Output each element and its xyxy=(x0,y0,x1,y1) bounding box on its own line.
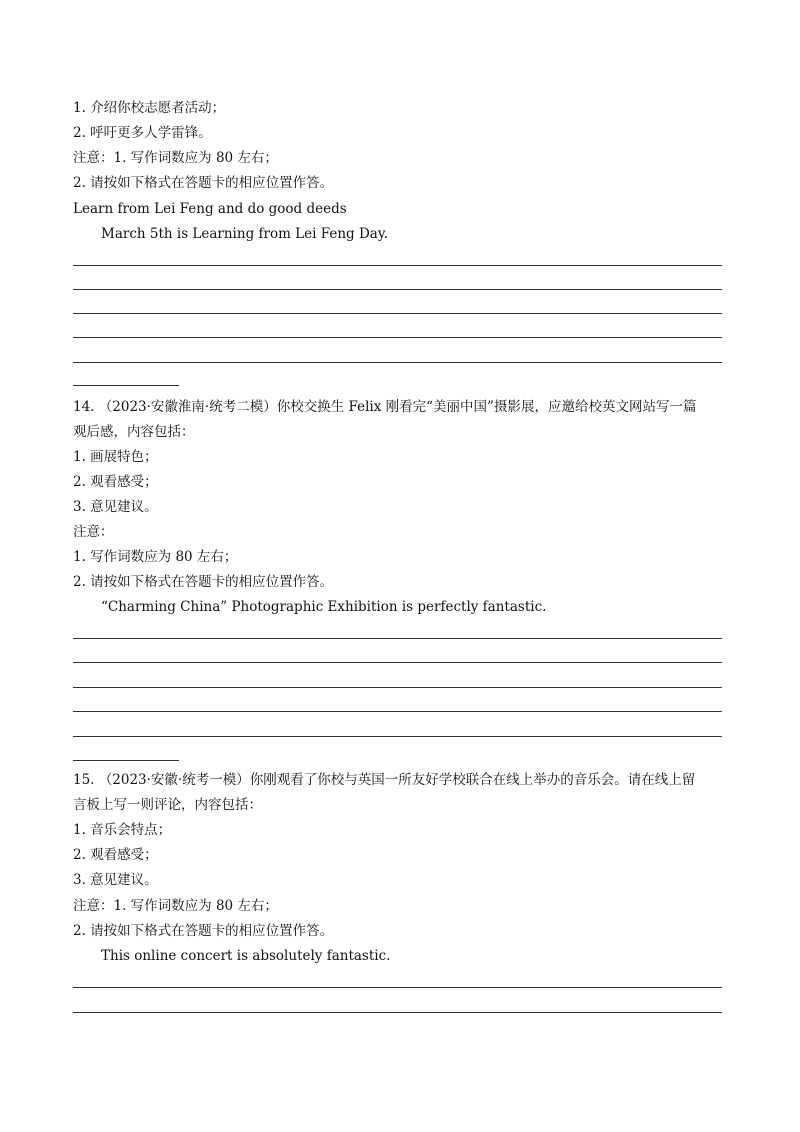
s15-note-2: 2. 请按如下格式在答题卡的相应位置作答。 xyxy=(73,923,334,939)
s14-opening-sentence: “Charming China” Photographic Exhibition is perfectly fantastic. xyxy=(101,599,547,615)
writing-line xyxy=(73,662,722,663)
s14-note-1: 1. 写作词数应为 80 左右； xyxy=(73,549,238,565)
writing-line xyxy=(73,362,722,363)
writing-line xyxy=(73,736,722,737)
s15-item-1: 1. 音乐会特点； xyxy=(73,822,172,838)
s13-item-2: 2. 呼吁更多人学雷锋。 xyxy=(73,125,212,141)
s14-prompt-line-1: 14. （2023·安徽淮南·统考二模）你校交换生 Felix 刚看完“美丽中国”摄影展，应邀给校英文网站写一篇 xyxy=(73,399,697,415)
s15-prompt-line-2: 言板上写一则评论，内容包括： xyxy=(73,797,262,813)
writing-line xyxy=(73,711,722,712)
writing-line xyxy=(73,337,722,338)
short-writing-line xyxy=(73,385,179,386)
writing-line xyxy=(73,289,722,290)
s15-item-2: 2. 观看感受； xyxy=(73,847,158,863)
s15-opening-sentence: This online concert is absolutely fantastic. xyxy=(101,948,391,964)
s13-note-2: 2. 请按如下格式在答题卡的相应位置作答。 xyxy=(73,175,334,191)
s13-opening-sentence: March 5th is Learning from Lei Feng Day. xyxy=(101,226,388,242)
writing-line xyxy=(73,987,722,988)
short-writing-line xyxy=(73,760,179,761)
s15-item-3: 3. 意见建议。 xyxy=(73,872,158,888)
s13-essay-title: Learn from Lei Feng and do good deeds xyxy=(73,201,347,217)
s14-item-1: 1. 画展特色； xyxy=(73,449,158,465)
writing-line xyxy=(73,687,722,688)
s14-note-2: 2. 请按如下格式在答题卡的相应位置作答。 xyxy=(73,574,334,590)
s14-item-2: 2. 观看感受； xyxy=(73,474,158,490)
s14-prompt-line-2: 观后感，内容包括： xyxy=(73,424,195,440)
writing-line xyxy=(73,1012,722,1013)
s15-prompt-line-1: 15. （2023·安徽·统考一模）你刚观看了你校与英国一所友好学校联合在线上举办的音乐会。请在线上留 xyxy=(73,772,696,788)
s14-notes-label: 注意： xyxy=(73,524,114,540)
writing-line xyxy=(73,265,722,266)
s14-item-3: 3. 意见建议。 xyxy=(73,499,158,515)
s13-item-1: 1. 介绍你校志愿者活动； xyxy=(73,100,226,116)
s13-note-1: 注意：1. 写作词数应为 80 左右； xyxy=(73,150,278,166)
writing-line xyxy=(73,313,722,314)
s15-note-1: 注意：1. 写作词数应为 80 左右； xyxy=(73,898,278,914)
writing-line xyxy=(73,638,722,639)
